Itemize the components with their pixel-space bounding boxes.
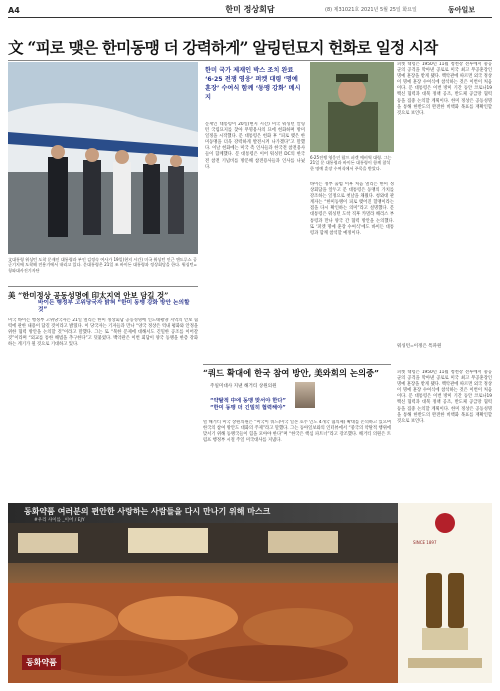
- subheadline-2: 바이든 행정부 고위당국자 밝혀 “한미 동맹 강화 방안 논의할 것”: [38, 300, 190, 314]
- market-illustration: [8, 523, 398, 683]
- main-headline: 文 “피로 맺은 한미동맹 더 강력하게” 알링턴묘지 헌화로 일정 시작: [8, 38, 438, 57]
- quad-divider: [203, 364, 391, 365]
- subheadline-1: 한미 국가 제재인 박스 조치 완료 ‘6·25 전쟁 영웅’ 퍼켓 대령 ‘명예 훈장’ 수여식 함께 ‘동맹 강화’ 메시지: [205, 67, 301, 102]
- ad-market-photo: [8, 523, 398, 683]
- arrival-photo-caption: 文대통령 워싱턴 도착 문재인 대통령과 부인 김정숙 여사가 19일(현지 시간) 미국 워싱턴 인근 앤드루스 공군기지에 도착해 전용기에서 내리고 있다. 문대통령은 21일 조 바이든 대통령과 정상회담을 한다. 워싱턴=청와대사진기자단: [8, 257, 197, 273]
- article-column-right-b: 퍼켓 대령은 1950년 11월 청천강 전투에서 중공군의 공격을 막아낸 공로로 미국 최고 무공훈장인 명예 훈장을 받게 됐다. 백악관에 따르면 외국 정상이 명예 훈장 수여식에 참석하는 것은 이번이 처음이다. 문 대통령은 이번 방미 기간 동안 코로나19 백신 협력과 대북 정책 공조, 반도체 공급망 협력 등을 집중 논의할 계획이다. 한미 정상은 공동성명을 통해 한반도의 완전한 비핵화 목표를 재확인할 것으로 보인다.: [397, 62, 492, 116]
- veteran-photo-caption: 6·25전쟁 영웅인 랄프 퍼켓 예비역 대령. 그는 21일 문 대통령과 바이든 대통령이 함께 참석한 명예 훈장 수여식에서 주목을 받았다.: [310, 155, 392, 171]
- advertisement[interactable]: [8, 503, 492, 683]
- reporter-byline: 워싱턴=이정은 특파원: [397, 344, 442, 349]
- section-title: 한미 정상회담: [225, 5, 275, 14]
- article-column-left-bottom: 미국 바이든 행정부 고위당국자는 21일 열리는 한미 정상회담 공동성명에 인도태평양 지역의 안보 협력에 관한 내용이 담길 것이라고 밝혔다. 이 당국자는 기자들과 만나 “양국 정상은 역내 평화와 안정을 위한 협력 방안을 논의할 것”이라고 말했다. 그는 또 “북한 문제에 대해서도 긴밀한 공조를 이어갈 것”이라며 “외교를 통한 해법을 추구한다”고 덧붙였다. 백악관은 이번 회담이 양국 동맹을 한층 강화하는 계기가 될 것으로 기대하고 있다.: [8, 318, 198, 348]
- quad-article-continued: 퍼켓 대령은 1950년 11월 청천강 전투에서 중공군의 공격을 막아낸 공로로 미국 최고 무공훈장인 명예 훈장을 받게 됐다. 백악관에 따르면 외국 정상이 명예 훈장 수여식에 참석하는 것은 이번이 처음이다. 문 대통령은 이번 방미 기간 동안 코로나19 백신 협력과 대북 정책 공조, 반도체 공급망 협력 등을 집중 논의할 계획이다. 한미 정상은 공동성명을 통해 한반도의 완전한 비핵화 목표를 재확인할 것으로 보인다.: [397, 370, 492, 424]
- page-number: A4: [8, 6, 20, 15]
- ad-product-panel: [398, 503, 492, 683]
- headline-divider: [8, 60, 492, 61]
- veteran-photo-illustration: [310, 62, 394, 152]
- product-illustration: [398, 503, 492, 683]
- article-column-middle-top: 문재인 대통령이 20일(현지 시간) 미국 워싱턴 알링턴 국립묘지를 찾아 무명용사의 묘에 헌화하며 방미 일정을 시작했다. 문 대통령은 헌화 후 “피로 맺은 한미동맹을 더욱 강력하게 발전시켜 나가겠다”고 말했다. 이날 헌화에는 미국 측 인사들과 한국전 참전용사들이 함께했다. 문 대통령은 이어 워싱턴 DC의 한국전 참전 기념비를 방문해 참전용사들과 인사를 나눴다.: [205, 122, 305, 170]
- quad-article-body: 빌 해거티 미국 상원의원은 “미국이 쿼드(미국 일본 호주 인도 4개국 협의체) 확대를 논의하고 있으며 한국의 참여 방안도 대화의 주제”라고 말했다. 그는 동아일보와의 인터뷰에서 “중국의 약탈적 행위에 맞서기 위해 동맹국들이 힘을 모아야 한다”며 “한국은 핵심 파트너”라고 강조했다. 해거티 의원은 트럼프 행정부 시절 주일 미국대사를 지냈다.: [203, 420, 391, 444]
- quad-headline: “쿼드 확대에 한국 참여 방안, 美와회의 논의중”: [203, 368, 379, 378]
- section2-headline: 美 “한미정상 공동성명에 印太지역 안보 담길 것”: [8, 291, 169, 300]
- issue-date: (8) 제31021호 2021년 5월 25일 화요일: [325, 7, 417, 13]
- arrival-photo: [8, 62, 198, 254]
- section-divider: [8, 286, 198, 287]
- veteran-photo: [310, 62, 394, 152]
- quad-subheadline: “약탈적 中에 동맹 맞서야 한다” “한미 동맹 더 긴밀히 협력해야”: [210, 398, 286, 412]
- quad-byline: 주일미대사 지낸 해거티 상원의원: [210, 384, 277, 389]
- newspaper-logo: 동아일보: [448, 6, 476, 14]
- ad-hashtag: #우리 사이를 _이어 / EJY: [34, 518, 85, 523]
- arrival-photo-illustration: [8, 62, 198, 254]
- ad-since: SINCE 1897: [413, 540, 437, 545]
- header-divider: [8, 17, 492, 18]
- ad-slogan: 동화약품 여러분의 편안한 사랑하는 사람들을 다시 만나기 위해 마스크: [24, 507, 271, 516]
- ad-brand-label: 동화약품: [22, 655, 61, 670]
- page-header: [0, 0, 500, 24]
- article-column-right-a: 바이든 정부 출범 이후 처음 열리는 한미 정상회담을 앞두고 문 대통령은 동맹의 가치를 강조하는 일정으로 첫날을 채웠다. 청와대 관계자는 “한미동맹이 피로 맺어진 혈맹이라는 점을 다시 확인하는 의미”라고 설명했다. 문 대통령은 워싱턴 도착 직후 카멀라 해리스 부통령과 만나 양국 간 협력 방안을 논의했다. 또 ‘퍼켓 명예 훈장 수여식’에도 바이든 대통령과 함께 참석할 예정이다.: [310, 182, 394, 236]
- senator-photo: [295, 382, 315, 408]
